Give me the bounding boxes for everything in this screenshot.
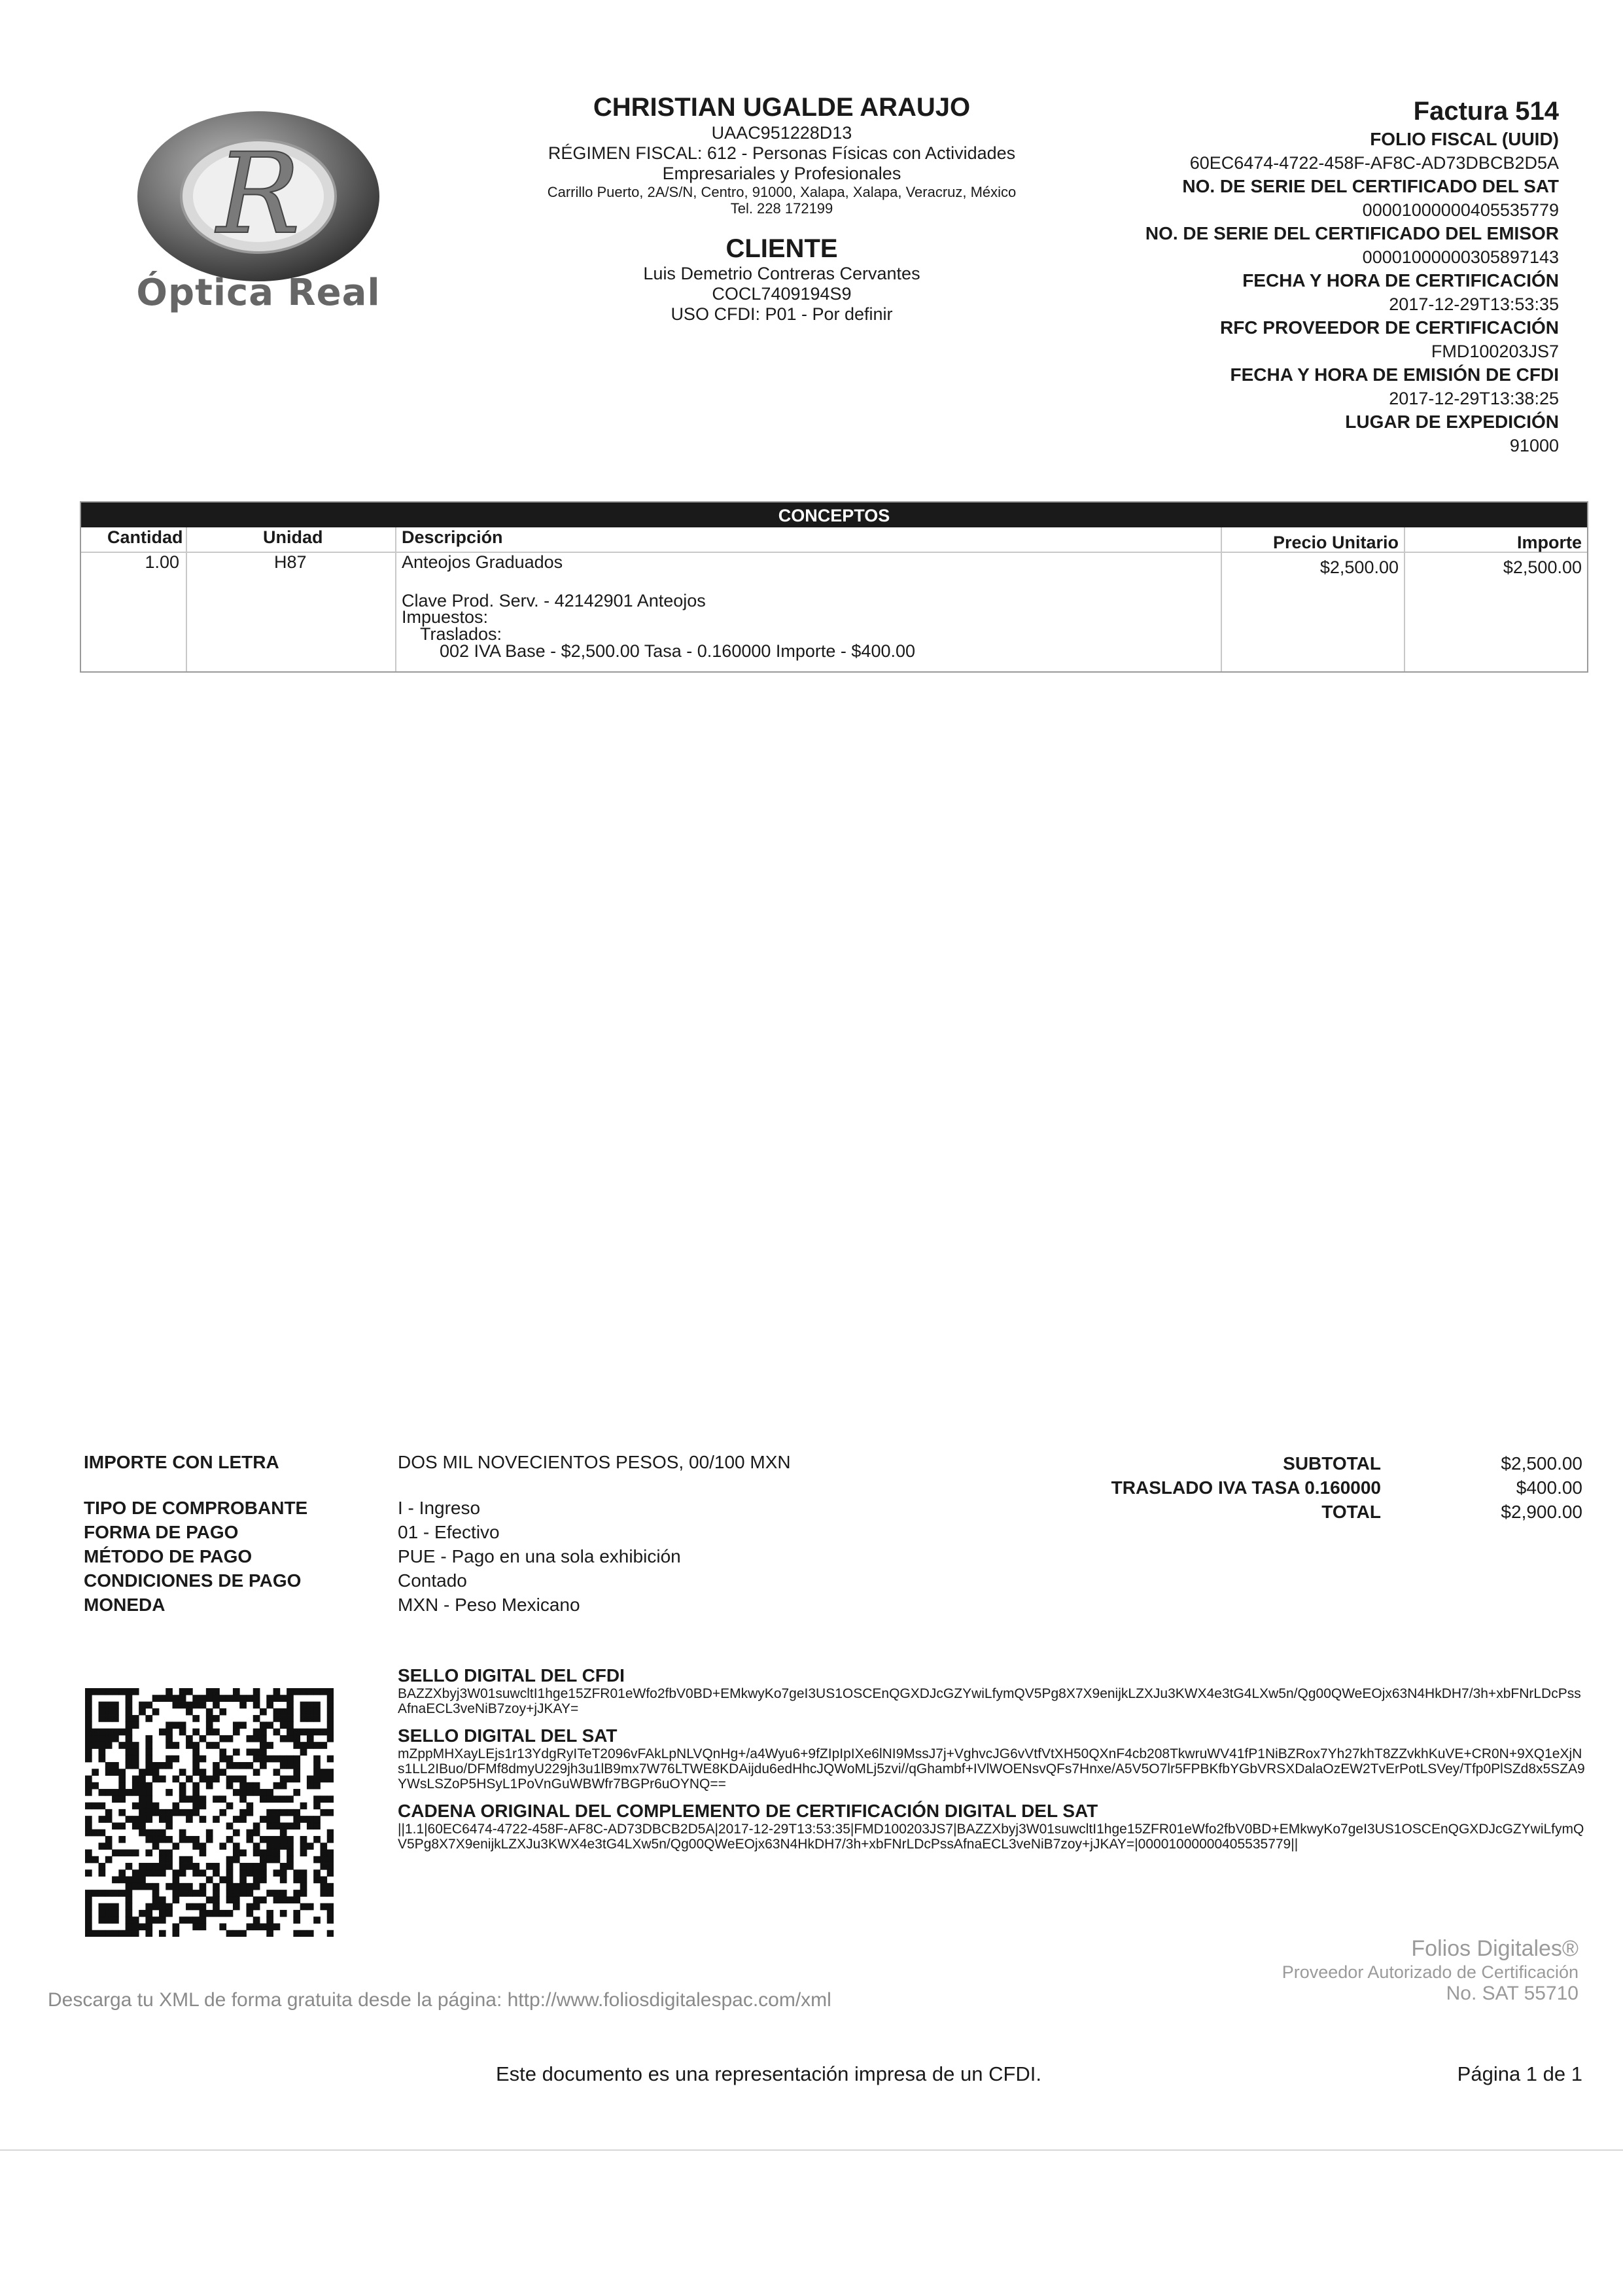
- payment-label: TIPO DE COMPROBANTE: [84, 1498, 308, 1518]
- column-divider: [395, 527, 396, 671]
- cell-impuestos: Impuestos:: [402, 607, 489, 627]
- cell-importe: $2,500.00: [1503, 557, 1582, 577]
- concepts-table: [80, 501, 1588, 673]
- column-divider: [1404, 527, 1405, 671]
- fiscal-label: LUGAR DE EXPEDICIÓN: [1345, 412, 1559, 432]
- emitter-rfc: UAAC951228D13: [711, 123, 852, 143]
- client-rfc: COCL7409194S9: [712, 284, 852, 304]
- cell-clave: Clave Prod. Serv. - 42142901 Anteojos: [402, 591, 706, 610]
- emitter-regimen: RÉGIMEN FISCAL: 612 - Personas Físicas con Actividades Empresariales y Profesionales: [548, 143, 1016, 183]
- payment-label: MÉTODO DE PAGO: [84, 1546, 253, 1566]
- fiscal-label: RFC PROVEEDOR DE CERTIFICACIÓN: [1219, 317, 1559, 338]
- fiscal-value: 00001000000305897143: [1362, 247, 1559, 267]
- logo-letter: R: [217, 130, 300, 259]
- download-notice: Descarga tu XML de forma gratuita desde la página: http://www.foliosdigitalespac.com/xml: [48, 1989, 831, 2011]
- fiscal-label: NO. DE SERIE DEL CERTIFICADO DEL SAT: [1182, 176, 1559, 196]
- payment-label: CONDICIONES DE PAGO: [84, 1570, 302, 1591]
- invoice-title: Factura 514: [1413, 97, 1559, 126]
- header-unidad: Unidad: [263, 527, 323, 547]
- payment-value: MXN - Peso Mexicano: [398, 1595, 580, 1615]
- fiscal-label: FECHA Y HORA DE EMISIÓN DE CFDI: [1230, 364, 1559, 385]
- fiscal-value: 60EC6474-4722-458F-AF8C-AD73DBCB2D5A: [1189, 153, 1559, 173]
- fiscal-value: 00001000000405535779: [1362, 200, 1559, 220]
- payment-value: Contado: [398, 1570, 467, 1591]
- provider-line: Proveedor Autorizado de Certificación: [1282, 1962, 1579, 1982]
- cell-precio: $2,500.00: [1319, 557, 1399, 577]
- importe-letra-value: DOS MIL NOVECIENTOS PESOS, 00/100 MXN: [398, 1452, 791, 1472]
- header-cantidad: Cantidad: [107, 527, 183, 547]
- seal-heading: CADENA ORIGINAL DEL COMPLEMENTO DE CERTIFICACIÓN DIGITAL DEL SAT: [398, 1801, 1098, 1821]
- payment-label: MONEDA: [84, 1595, 166, 1615]
- seal-text: BAZZXbyj3W01suwcltI1hge15ZFR01eWfo2fbV0BD+EMkwyKo7geI3US1OSCEnQGXDJcGZYwiLfymQV5Pg8X7X9enijkLZXJu3KWX4e3tG4LXw5n/Qg00QWeEOjx63N4HkDH7/3h+xbFNrLDcPssAfnaECL3veNiB7zoy+jJKAY=: [398, 1686, 1581, 1716]
- importe-letra-label: IMPORTE CON LETRA: [84, 1452, 279, 1472]
- fiscal-label: FECHA Y HORA DE CERTIFICACIÓN: [1242, 270, 1559, 291]
- page-number: Página 1 de 1: [1457, 2062, 1582, 2085]
- qr-code: [85, 1688, 334, 1937]
- fiscal-label: FOLIO FISCAL (UUID): [1370, 129, 1559, 149]
- provider-sat: No. SAT 55710: [1446, 1983, 1579, 2004]
- total-value: $2,500.00: [1501, 1453, 1582, 1474]
- total-value: $2,900.00: [1501, 1502, 1582, 1522]
- fiscal-block: [1101, 95, 1559, 457]
- seal-text: ||1.1|60EC6474-4722-458F-AF8C-AD73DBCB2D5A|2017-12-29T13:53:35|FMD100203JS7|BAZZXbyj3W01suwcltI1hge15ZFR01eWfo2fbV0BD+EMkwyKo7geI3US1OSCEnQGXDJcGZYwiLfymQV5Pg8X7X9enijkLZXJu3KWX4e3tG4LXw5n/Qg00QWeEOjx63N4HkDH7/3h+xbFNrLDcPssAfnaECL3veNiB7zoy+jJKAY=|00001000000405535779||: [398, 1822, 1584, 1852]
- total-value: $400.00: [1516, 1477, 1582, 1498]
- cell-unidad: H87: [274, 552, 307, 572]
- fiscal-value: 2017-12-29T13:53:35: [1389, 294, 1559, 314]
- cell-iva: 002 IVA Base - $2,500.00 Tasa - 0.160000 Importe - $400.00: [440, 641, 916, 661]
- client-heading: CLIENTE: [725, 234, 838, 263]
- payment-value: PUE - Pago en una sola exhibición: [398, 1546, 681, 1566]
- client-uso-cfdi: USO CFDI: P01 - Por definir: [671, 304, 893, 324]
- cell-cantidad: 1.00: [145, 552, 179, 572]
- fiscal-label: NO. DE SERIE DEL CERTIFICADO DEL EMISOR: [1145, 223, 1559, 243]
- emitter-name: CHRISTIAN UGALDE ARAUJO: [593, 93, 971, 122]
- payment-value: I - Ingreso: [398, 1498, 481, 1518]
- fiscal-value: 91000: [1509, 436, 1559, 455]
- provider-brand: Folios Digitales®: [1411, 1936, 1579, 1961]
- cell-traslados: Traslados:: [420, 624, 502, 644]
- client-name: Luis Demetrio Contreras Cervantes: [643, 264, 920, 283]
- header-precio: Precio Unitario: [1272, 533, 1399, 552]
- totals-values: [1501, 1451, 1582, 1524]
- payment-value: 01 - Efectivo: [398, 1522, 500, 1542]
- provider-block: [1282, 1935, 1579, 2005]
- total-label: SUBTOTAL: [1283, 1453, 1381, 1474]
- fiscal-value: FMD100203JS7: [1431, 342, 1559, 361]
- seals-block: [398, 1665, 1585, 1852]
- seal-text: mZppMHXayLEjs1r13YdgRyITeT2096vFAkLpNLVQnHg+/a4Wyu6+9fZIpIpIXe6lNI9MssJ7j+VghvcJG6vVtfVtXH50QXnF4cb208TkwruWV41fP1NiBZRox7Yh27khT8ZZvkhKuVE+CR0N+9XQ1eXjNs1LL2IBuo/DFMf8dmyU229jh3u1lB9mx7W76LTWE8KDAijdu6edHhcJQWoMLj5zvi//qGhambf+IVlWOENsvQFs7Hnxe/A5V5O7lr5FPBKfbYGbVRSXDalaOzEW2TvErPotLSVey/Tfp0PlSZd8x5SZA9YWsLSZoP5HSyL1PoVnGuWBWfr7BGPr6uOYNQ==: [398, 1746, 1585, 1792]
- payment-labels: [84, 1496, 307, 1617]
- seal-heading: SELLO DIGITAL DEL SAT: [398, 1725, 618, 1746]
- column-divider: [186, 527, 187, 671]
- total-label: TRASLADO IVA TASA 0.160000: [1111, 1477, 1381, 1498]
- emitter-phone: Tel. 228 172199: [730, 200, 833, 217]
- total-label: TOTAL: [1321, 1502, 1381, 1522]
- header-importe: Importe: [1516, 533, 1582, 552]
- payment-label: FORMA DE PAGO: [84, 1522, 239, 1542]
- seal-heading: SELLO DIGITAL DEL CFDI: [398, 1665, 625, 1686]
- concepts-header-bar: CONCEPTOS: [81, 503, 1587, 527]
- column-divider: [1221, 527, 1222, 671]
- logo-wordmark: Óptica Real: [136, 272, 381, 314]
- cell-descripcion: Anteojos Graduados: [402, 552, 563, 572]
- header-descripcion: Descripción: [402, 527, 503, 547]
- emitter-address: Carrillo Puerto, 2A/S/N, Centro, 91000, Xalapa, Xalapa, Veracruz, México: [547, 184, 1017, 200]
- emitter-block: [458, 92, 1106, 325]
- payment-values: [398, 1496, 681, 1617]
- representation-notice: Este documento es una representación impresa de un CFDI.: [496, 2062, 1042, 2085]
- page-edge: [0, 2149, 1623, 2151]
- fiscal-value: 2017-12-29T13:38:25: [1389, 389, 1559, 408]
- totals-labels: [1111, 1451, 1381, 1524]
